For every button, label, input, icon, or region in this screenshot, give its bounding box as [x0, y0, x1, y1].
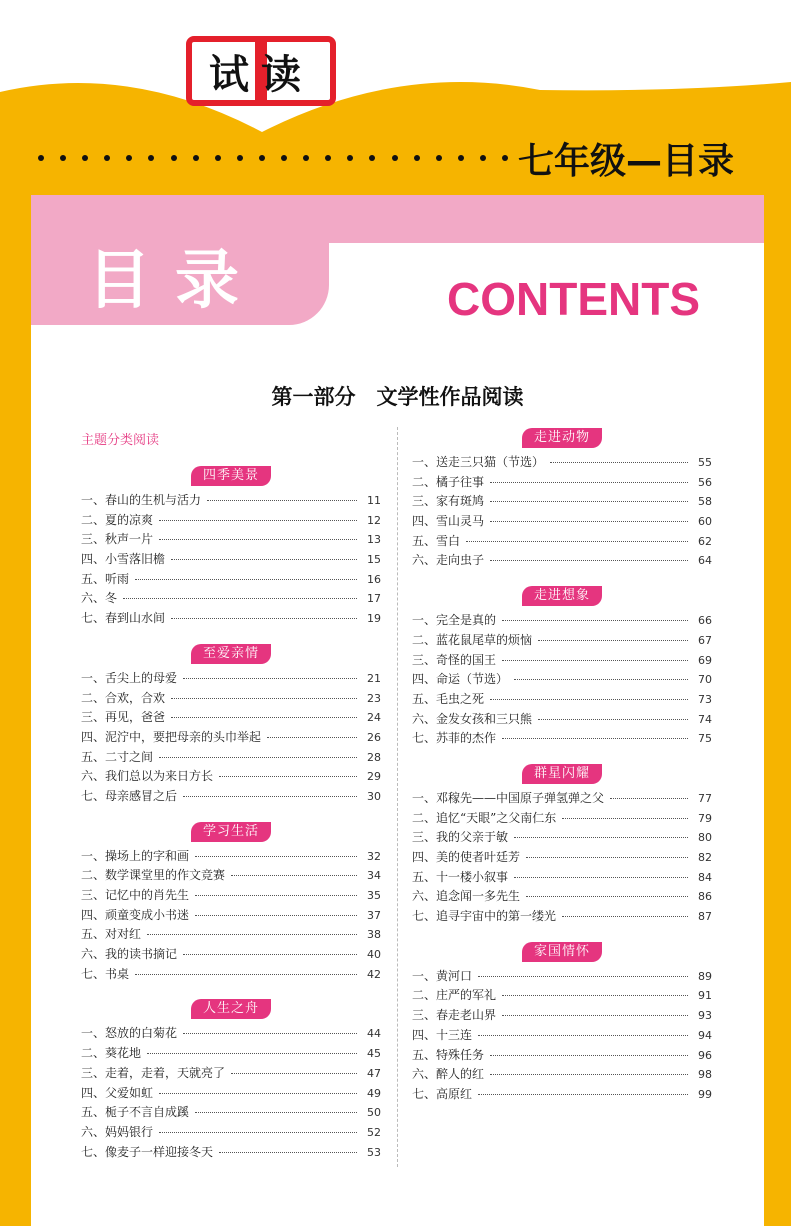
trial-read-label: 试读 [209, 51, 313, 98]
entry-title: 四、十三连 [412, 1027, 473, 1042]
dot-leader [610, 798, 688, 799]
entry-page-number: 32 [367, 849, 381, 863]
dot-leader [562, 916, 688, 917]
entry-page-number: 56 [698, 475, 712, 489]
entry-page-number: 66 [698, 614, 712, 628]
entry-title: 七、高原红 [412, 1086, 473, 1101]
toc-entry[interactable] [81, 945, 381, 965]
section-header [81, 994, 381, 1024]
dot-leader [550, 462, 688, 463]
toc-section [81, 639, 381, 807]
entry-title: 一、舌尖上的母爱 [81, 670, 178, 685]
entry-title: 三、家有斑鸠 [412, 494, 485, 509]
section-header [412, 581, 712, 611]
dot [347, 155, 353, 161]
toc-column-left [81, 423, 381, 1172]
entry-page-number: 80 [698, 831, 712, 845]
toc-entry[interactable] [412, 473, 712, 493]
toc-entry[interactable] [412, 492, 712, 512]
dot [215, 155, 221, 161]
entry-page-number: 77 [698, 791, 712, 805]
dot-leader [502, 620, 688, 621]
entry-page-number: 75 [698, 732, 712, 746]
entry-title: 四、泥泞中，要把母亲的头巾举起 [81, 729, 262, 744]
entry-title: 七、母亲感冒之后 [81, 788, 178, 803]
toc-entry[interactable] [81, 689, 381, 709]
trial-read-badge [186, 36, 336, 106]
toc-section [81, 994, 381, 1162]
toc-section [412, 759, 712, 927]
dot-leader [195, 1112, 357, 1113]
toc-section [412, 581, 712, 749]
dot-leader [514, 837, 688, 838]
entry-page-number: 62 [698, 534, 712, 548]
dot-leader [183, 796, 357, 797]
section-title: 家国情怀 [522, 942, 602, 962]
toc-entry[interactable] [412, 907, 712, 927]
entry-title: 一、操场上的字和画 [81, 848, 190, 863]
entry-title: 四、命运（节选） [412, 672, 509, 687]
entry-page-number: 15 [367, 553, 381, 567]
toc-entry[interactable] [81, 1123, 381, 1143]
grade-title: 七年级—目录 [518, 141, 735, 182]
entry-title: 五、雪白 [412, 533, 461, 548]
dot-leader [538, 719, 688, 720]
entry-title: 二、夏的凉爽 [81, 512, 154, 527]
dot [303, 155, 309, 161]
entry-page-number: 79 [698, 811, 712, 825]
entry-title: 六、醉人的红 [412, 1067, 485, 1082]
dot-leader [171, 559, 357, 560]
dot-leader [135, 579, 357, 580]
entry-title: 六、冬 [81, 591, 118, 606]
entry-title: 一、怒放的白菊花 [81, 1026, 178, 1041]
section-title: 走进动物 [522, 428, 602, 448]
entry-page-number: 45 [367, 1047, 381, 1061]
toc-entry[interactable] [81, 748, 381, 768]
dot [325, 155, 331, 161]
toc-entry[interactable] [412, 887, 712, 907]
dot-leader [159, 1132, 357, 1133]
dot-leader [514, 679, 688, 680]
part-title: 第一部分 文学性作品阅读 [271, 384, 524, 409]
entry-page-number: 16 [367, 572, 381, 586]
entry-page-number: 21 [367, 671, 381, 685]
entry-page-number: 35 [367, 889, 381, 902]
entry-page-number: 69 [698, 653, 712, 667]
dot-leader [231, 1073, 357, 1074]
entry-title: 一、春山的生机与活力 [81, 493, 202, 507]
entry-title: 四、小雪落旧檐 [81, 552, 166, 567]
dot-leader [231, 875, 357, 876]
entry-page-number: 17 [367, 592, 381, 606]
entry-title: 五、特殊任务 [412, 1047, 485, 1062]
dot [104, 155, 110, 161]
entry-page-number: 52 [367, 1125, 381, 1139]
toc-entry[interactable] [412, 1085, 712, 1105]
banner-title: 目录 [87, 244, 263, 318]
dot-leader [490, 501, 688, 502]
toc-entry[interactable] [81, 491, 381, 511]
dot-leader [502, 995, 688, 996]
entry-page-number: 44 [367, 1027, 381, 1041]
entry-page-number: 93 [698, 1009, 712, 1023]
dot [259, 155, 265, 161]
toc-entry[interactable] [81, 906, 381, 926]
entry-title: 六、金发女孩和三只熊 [412, 711, 533, 726]
entry-page-number: 13 [367, 533, 381, 547]
entry-page-number: 67 [698, 633, 712, 647]
dot [171, 155, 177, 161]
dot-leader [502, 660, 688, 661]
entry-title: 七、春到山水间 [81, 611, 166, 626]
entry-page-number: 96 [698, 1048, 712, 1062]
section-header [81, 639, 381, 669]
toc-column-right [412, 423, 712, 1115]
dot-leader [147, 1053, 357, 1054]
dot-leader [195, 856, 357, 857]
dot-leader [171, 717, 357, 718]
entry-page-number: 11 [367, 494, 381, 507]
entry-title: 二、蓝花鼠尾草的烦恼 [412, 632, 533, 647]
dot-leader [490, 1055, 688, 1056]
dot [38, 155, 44, 161]
entry-title: 七、追寻宇宙中的第一缕光 [412, 909, 557, 924]
dot-leader [159, 520, 357, 521]
entry-title: 五、对对红 [81, 927, 142, 942]
entry-title: 一、邓稼先——中国原子弹氢弹之父 [412, 790, 605, 805]
entry-page-number: 74 [698, 712, 712, 726]
entry-title: 一、完全是真的 [412, 613, 497, 628]
column-divider [397, 427, 398, 1167]
dot [414, 155, 420, 161]
toc-section [412, 423, 712, 571]
dot [458, 155, 464, 161]
toc-entry[interactable] [412, 710, 712, 730]
toc-entry[interactable] [81, 708, 381, 728]
toc-entry[interactable] [412, 532, 712, 552]
toc-entry[interactable] [412, 611, 712, 631]
entry-title: 三、奇怪的国王 [412, 652, 497, 667]
toc-panel [31, 195, 764, 1226]
dot-leader [195, 915, 357, 916]
entry-page-number: 99 [698, 1087, 712, 1101]
entry-title: 一、黄河口 [412, 968, 473, 983]
toc-entry[interactable] [412, 1065, 712, 1085]
dot-leader [135, 974, 357, 975]
entry-page-number: 28 [367, 750, 381, 764]
entry-page-number: 87 [698, 910, 712, 924]
entry-page-number: 70 [698, 673, 712, 687]
dot-leader [562, 818, 688, 819]
entry-title: 四、顽童变成小书迷 [81, 907, 190, 922]
dot [126, 155, 132, 161]
toc-entry[interactable] [81, 886, 381, 906]
entry-page-number: 98 [698, 1068, 712, 1082]
toc-entry[interactable] [412, 670, 712, 690]
dot-leader [538, 640, 688, 641]
dot-leader [490, 560, 688, 561]
dot-leader [171, 698, 357, 699]
entry-title: 三、春走老山界 [412, 1008, 497, 1023]
entry-title: 五、毛虫之死 [412, 691, 485, 706]
entry-page-number: 82 [698, 851, 712, 864]
dot [237, 155, 243, 161]
dot-leader [490, 699, 688, 700]
section-title: 走进想象 [522, 586, 602, 606]
entry-title: 三、记忆中的肖先生 [81, 888, 190, 902]
toc-entry[interactable] [81, 550, 381, 570]
dot [193, 155, 199, 161]
toc-entry[interactable] [81, 866, 381, 886]
entry-page-number: 30 [367, 789, 381, 803]
section-title: 学习生活 [191, 822, 271, 842]
entry-page-number: 12 [367, 513, 381, 527]
section-header [412, 759, 712, 789]
dot-leader [490, 482, 688, 483]
dot [369, 155, 375, 161]
toc-entry[interactable] [81, 1024, 381, 1044]
entry-page-number: 55 [698, 456, 712, 469]
dot-leader [478, 1094, 688, 1095]
entry-title: 七、像麦子一样迎接冬天 [81, 1144, 214, 1159]
entry-page-number: 73 [698, 692, 712, 706]
dot-leader [147, 934, 357, 935]
entry-title: 二、追忆“天眼”之父南仁东 [412, 810, 557, 825]
dot-leader [159, 1093, 357, 1094]
entry-title: 五、听雨 [81, 571, 130, 586]
toc-entry[interactable] [412, 651, 712, 671]
entry-title: 二、庄严的军礼 [412, 988, 497, 1003]
dot-leader [502, 738, 688, 739]
entry-page-number: 64 [698, 554, 712, 568]
toc-entry[interactable] [412, 551, 712, 571]
toc-entry[interactable] [81, 847, 381, 867]
toc-entry[interactable] [81, 589, 381, 609]
entry-title: 六、我的读书摘记 [81, 947, 178, 962]
dot-leader [526, 896, 688, 897]
toc-entry[interactable] [81, 1064, 381, 1084]
entry-page-number: 40 [367, 948, 381, 962]
entry-title: 六、妈妈银行 [81, 1124, 154, 1139]
dot-leader [219, 1152, 357, 1153]
toc-entry[interactable] [412, 986, 712, 1006]
dot-leader [159, 757, 357, 758]
section-header [81, 461, 381, 491]
dot [436, 155, 442, 161]
dot-leader [466, 541, 688, 542]
toc-section [412, 937, 712, 1105]
section-title: 至爱亲情 [191, 644, 271, 664]
toc-entry[interactable] [81, 570, 381, 590]
toc-entry[interactable] [412, 631, 712, 651]
entry-title: 二、合欢，合欢 [81, 690, 166, 705]
entry-page-number: 24 [367, 711, 381, 725]
dot-leader [502, 1015, 688, 1016]
dot-leader [267, 737, 357, 738]
section-header [412, 937, 712, 967]
toc-entry[interactable] [412, 690, 712, 710]
entry-page-number: 29 [367, 770, 381, 784]
dot [60, 155, 66, 161]
entry-title: 七、苏菲的杰作 [412, 731, 497, 746]
entry-page-number: 91 [698, 989, 712, 1003]
dot [148, 155, 154, 161]
entry-title: 二、葵花地 [81, 1046, 142, 1061]
entry-title: 二、数学课堂里的作文竞赛 [81, 868, 226, 883]
entry-page-number: 23 [367, 691, 381, 705]
entry-title: 三、秋声一片 [81, 532, 154, 547]
dot-leader [207, 500, 357, 501]
entry-page-number: 94 [698, 1028, 712, 1042]
entry-title: 三、我的父亲于敏 [412, 830, 509, 845]
entry-page-number: 38 [367, 928, 381, 942]
entry-page-number: 53 [367, 1145, 381, 1159]
toc-section [81, 817, 381, 985]
toc-section [81, 461, 381, 629]
section-title: 人生之舟 [191, 999, 271, 1019]
entry-page-number: 60 [698, 515, 712, 529]
toc-entry[interactable] [412, 512, 712, 532]
dot [281, 155, 287, 161]
toc-entry[interactable] [81, 1103, 381, 1123]
entry-title: 五、栀子不言自成蹊 [81, 1105, 190, 1120]
toc-entry[interactable] [412, 729, 712, 749]
toc-entry[interactable] [412, 809, 712, 829]
entry-page-number: 58 [698, 495, 712, 509]
toc-entry[interactable] [81, 965, 381, 985]
dot [502, 155, 508, 161]
dot-leader [159, 539, 357, 540]
toc-entry[interactable] [81, 609, 381, 629]
toc-entry[interactable] [412, 848, 712, 868]
banner-subtitle: CONTENTS [447, 273, 700, 325]
entry-title: 二、橘子往事 [412, 474, 485, 489]
entry-title: 四、父爱如虹 [81, 1085, 154, 1100]
section-header [81, 817, 381, 847]
dot-leader [171, 618, 357, 619]
toc-entry[interactable] [81, 530, 381, 550]
entry-title: 一、送走三只猫（节选） [412, 455, 545, 469]
dot-leader [183, 1033, 357, 1034]
entry-page-number: 26 [367, 730, 381, 744]
entry-title: 六、我们总以为来日方长 [81, 769, 214, 784]
toc-entry[interactable] [81, 511, 381, 531]
dot-leader [183, 678, 357, 679]
toc-entry[interactable] [81, 1143, 381, 1163]
dot-leader [219, 776, 357, 777]
toc-entry[interactable] [412, 868, 712, 888]
theme-label: 主题分类阅读 [81, 433, 160, 448]
toc-entry[interactable] [412, 1046, 712, 1066]
toc-entry[interactable] [412, 967, 712, 987]
dot-leader [490, 1074, 688, 1075]
entry-page-number: 19 [367, 612, 381, 626]
entry-title: 四、雪山灵马 [412, 514, 485, 529]
toc-entry[interactable] [81, 728, 381, 748]
dot [480, 155, 486, 161]
entry-title: 六、追念闻一多先生 [412, 889, 521, 904]
toc-entry[interactable] [81, 1084, 381, 1104]
dot [392, 155, 398, 161]
entry-page-number: 84 [698, 870, 712, 884]
dot [82, 155, 88, 161]
entry-title: 四、美的使者叶廷芳 [412, 850, 521, 864]
section-header [412, 423, 712, 453]
toc-entry[interactable] [412, 453, 712, 473]
entry-page-number: 86 [698, 890, 712, 904]
entry-title: 七、书桌 [81, 966, 130, 981]
toc-entry[interactable] [412, 1006, 712, 1026]
entry-page-number: 49 [367, 1086, 381, 1100]
dot-leader [478, 976, 688, 977]
entry-title: 五、十一楼小叙事 [412, 869, 509, 884]
entry-title: 六、走向虫子 [412, 553, 485, 568]
dot-leader [526, 857, 688, 858]
toc-entry[interactable] [81, 925, 381, 945]
entry-page-number: 37 [367, 908, 381, 922]
entry-title: 三、再见，爸爸 [81, 710, 166, 725]
toc-entry[interactable] [81, 1044, 381, 1064]
entry-page-number: 50 [367, 1106, 381, 1120]
entry-title: 三、走着，走着，天就亮了 [81, 1065, 226, 1080]
dot-leader [123, 598, 357, 599]
entry-page-number: 34 [367, 869, 381, 883]
toc-entry[interactable] [81, 767, 381, 787]
toc-entry[interactable] [81, 669, 381, 689]
section-title: 四季美景 [191, 466, 271, 486]
dot-leader [183, 954, 357, 955]
dot-leader [514, 877, 688, 878]
toc-entry[interactable] [412, 1026, 712, 1046]
entry-page-number: 47 [367, 1066, 381, 1080]
dotted-leader [38, 148, 508, 168]
entry-title: 五、二寸之间 [81, 749, 154, 764]
entry-page-number: 89 [698, 969, 712, 983]
toc-entry[interactable] [412, 828, 712, 848]
toc-entry[interactable] [412, 789, 712, 809]
dot-leader [195, 895, 357, 896]
dot-leader [478, 1035, 688, 1036]
dot-leader [490, 521, 688, 522]
entry-page-number: 42 [367, 967, 381, 981]
toc-entry[interactable] [81, 787, 381, 807]
section-title: 群星闪耀 [522, 764, 602, 784]
